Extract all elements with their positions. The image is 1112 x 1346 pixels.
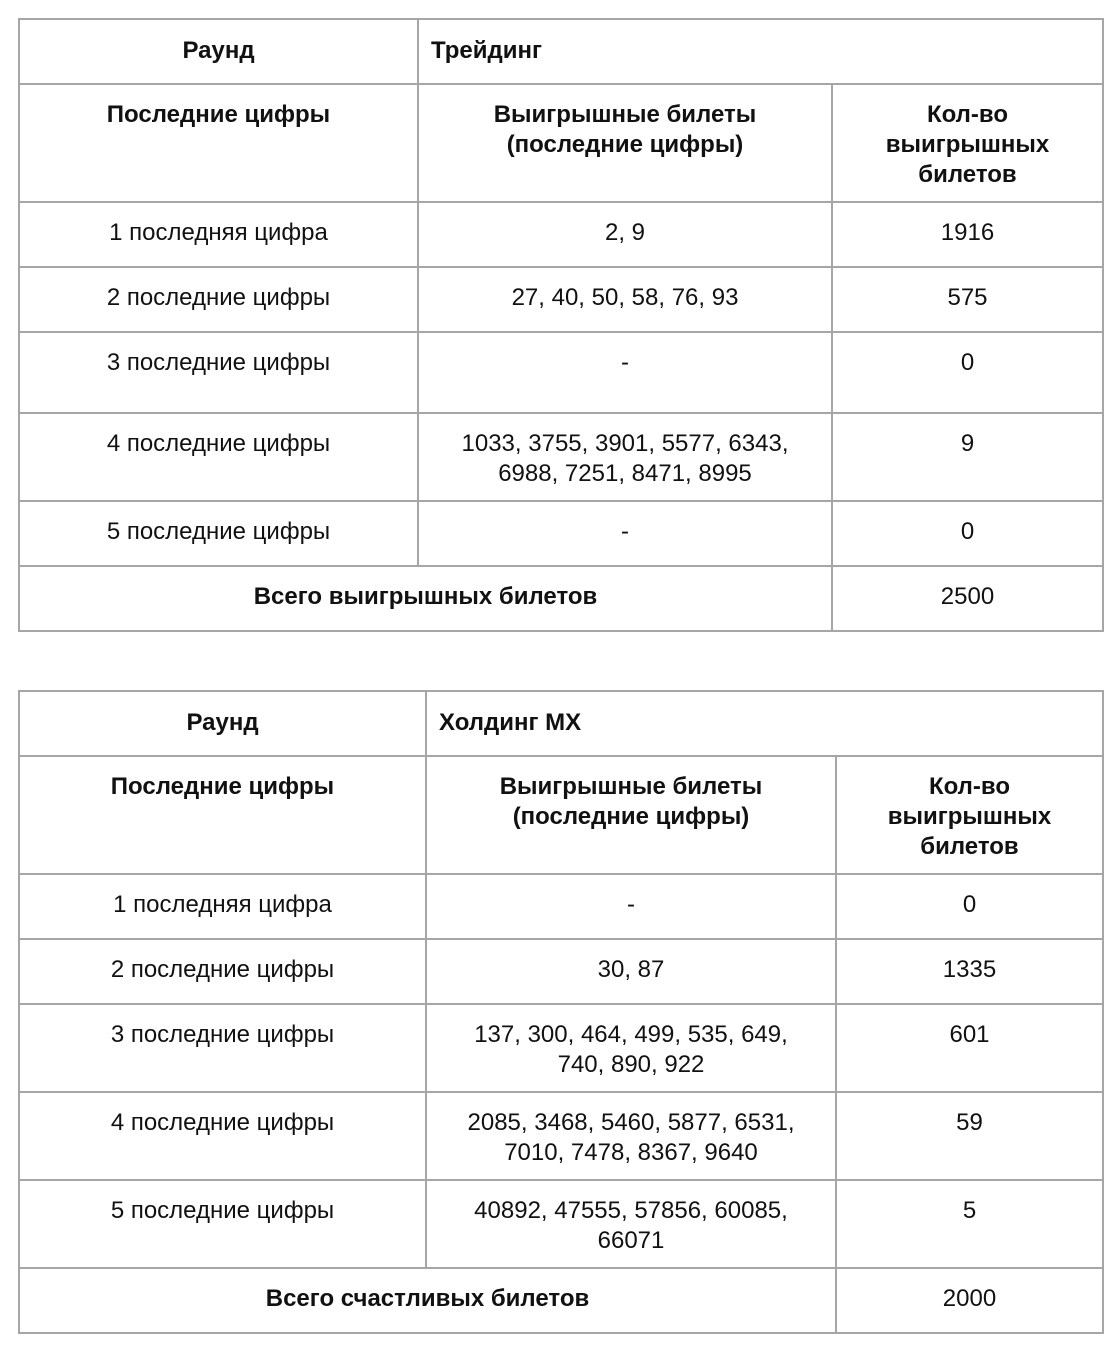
- total-label: Всего выигрышных билетов: [19, 566, 832, 631]
- table-row: [19, 1004, 1103, 1092]
- row-winning-tickets: 30, 87: [426, 939, 836, 1004]
- total-value: 2500: [832, 566, 1103, 631]
- row-winning-tickets: 137, 300, 464, 499, 535, 649, 740, 890, 922: [426, 1004, 836, 1092]
- row-count: 5: [836, 1180, 1103, 1268]
- table-row: [19, 413, 1103, 501]
- row-count: 9: [832, 413, 1103, 501]
- round-name: Холдинг MX: [426, 691, 1103, 756]
- row-digits: 2 последние цифры: [19, 267, 418, 332]
- header-row: [19, 84, 1103, 202]
- total-row: [19, 1268, 1103, 1333]
- row-winning-tickets: 27, 40, 50, 58, 76, 93: [418, 267, 832, 332]
- header-last-digits: Последние цифры: [19, 756, 426, 874]
- results-table-trading: [18, 18, 1104, 632]
- table-row: [19, 202, 1103, 267]
- table-row: [19, 332, 1103, 413]
- row-count: 575: [832, 267, 1103, 332]
- header-winning-count: Кол-во выигрышных билетов: [836, 756, 1103, 874]
- row-digits: 3 последние цифры: [19, 332, 418, 413]
- row-digits: 1 последняя цифра: [19, 874, 426, 939]
- round-row: [19, 691, 1103, 756]
- total-row: [19, 566, 1103, 631]
- table-row: [19, 939, 1103, 1004]
- table-row: [19, 1180, 1103, 1268]
- row-winning-tickets: 2085, 3468, 5460, 5877, 6531, 7010, 7478, 8367, 9640: [426, 1092, 836, 1180]
- total-label: Всего счастливых билетов: [19, 1268, 836, 1333]
- row-digits: 2 последние цифры: [19, 939, 426, 1004]
- row-winning-tickets: 2, 9: [418, 202, 832, 267]
- header-winning-tickets: Выигрышные билеты (последние цифры): [418, 84, 832, 202]
- table-row: [19, 874, 1103, 939]
- header-last-digits: Последние цифры: [19, 84, 418, 202]
- table-row: [19, 1092, 1103, 1180]
- header-winning-tickets: Выигрышные билеты (последние цифры): [426, 756, 836, 874]
- round-name: Трейдинг: [418, 19, 1103, 84]
- row-count: 0: [832, 332, 1103, 413]
- row-winning-tickets: -: [418, 332, 832, 413]
- results-table-holding-mx: [18, 690, 1104, 1334]
- row-digits: 4 последние цифры: [19, 413, 418, 501]
- round-row: [19, 19, 1103, 84]
- row-digits: 5 последние цифры: [19, 501, 418, 566]
- row-digits: 5 последние цифры: [19, 1180, 426, 1268]
- row-count: 1335: [836, 939, 1103, 1004]
- row-winning-tickets: 1033, 3755, 3901, 5577, 6343, 6988, 7251, 8471, 8995: [418, 413, 832, 501]
- row-winning-tickets: -: [418, 501, 832, 566]
- total-value: 2000: [836, 1268, 1103, 1333]
- table-row: [19, 267, 1103, 332]
- round-label: Раунд: [19, 19, 418, 84]
- row-count: 0: [832, 501, 1103, 566]
- row-count: 59: [836, 1092, 1103, 1180]
- table-row: [19, 501, 1103, 566]
- row-count: 0: [836, 874, 1103, 939]
- row-digits: 3 последние цифры: [19, 1004, 426, 1092]
- row-winning-tickets: -: [426, 874, 836, 939]
- row-digits: 4 последние цифры: [19, 1092, 426, 1180]
- header-row: [19, 756, 1103, 874]
- header-winning-count: Кол-во выигрышных билетов: [832, 84, 1103, 202]
- row-count: 1916: [832, 202, 1103, 267]
- row-winning-tickets: 40892, 47555, 57856, 60085, 66071: [426, 1180, 836, 1268]
- row-digits: 1 последняя цифра: [19, 202, 418, 267]
- round-label: Раунд: [19, 691, 426, 756]
- row-count: 601: [836, 1004, 1103, 1092]
